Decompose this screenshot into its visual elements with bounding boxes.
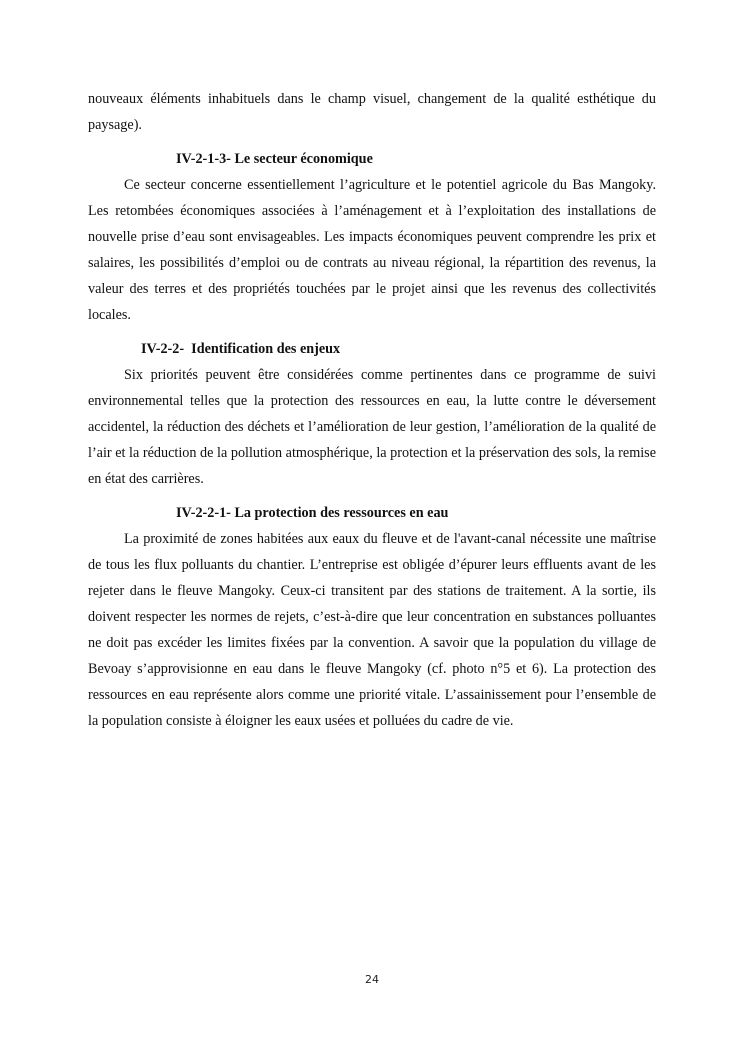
section-body-identification-enjeux: Six priorités peuvent être considérées comme pertinentes dans ce programme de suivi environnemental telles que la protection des ressources en eau, la lutte contre le déversement accidentel, la réduction des déchets et l’amélioration de leur gestion, l’amélioration de la qualité de l’air et la réduction de la pollution atmosphérique, la protection et la préservation des sols, la remise en état des carrières. — [88, 367, 656, 487]
section-body-protection-ressources-eau: La proximité de zones habitées aux eaux du fleuve et de l'avant-canal nécessite une maîtrise de tous les flux polluants du chantier. L’entreprise est obligée d’épurer leurs effluents avant de les rejeter dans le fleuve Mangoky. Ceux-ci transitent par des stations de traitement. A la sortie, ils doivent respecter les normes de rejets, c’est-à-dire que leur concentration en substances polluantes ne doit pas excéder les limites fixées par la convention. A savoir que la population du village de Bevoay s’approvisionne en eau dans le fleuve Mangoky (cf. photo n°5 et 6). La protection des ressources en eau représente alors comme une priorité vitale. L’assainissement pour l’ensemble de la population consiste à éloigner les eaux usées et polluées du cadre de vie. — [88, 531, 656, 729]
spacer — [88, 138, 656, 146]
spacer — [88, 328, 656, 336]
page-number: 24 — [365, 973, 379, 986]
section-heading-secteur-economique: IV-2-1-3- Le secteur économique — [176, 151, 373, 167]
document-page — [88, 86, 656, 734]
spacer — [88, 492, 656, 500]
section-heading-identification-enjeux: IV-2-2- Identification des enjeux — [141, 341, 341, 357]
intro-paragraph: nouveaux éléments inhabituels dans le champ visuel, changement de la qualité esthétique du paysage). — [88, 91, 656, 133]
section-body-secteur-economique: Ce secteur concerne essentiellement l’agriculture et le potentiel agricole du Bas Mangoky. Les retombées économiques associées à l’aménagement et à l’exploitation des installations de nouvelle prise d’eau sont envisageables. Les impacts économiques peuvent comprendre les prix et salaires, les possibilités d’emploi ou de contrats au niveau régional, la répartition des revenus, la valeur des terres et des propriétés touchées par le projet ainsi que les revenus des collectivités locales. — [88, 177, 656, 323]
section-heading-protection-ressources-eau: IV-2-2-1- La protection des ressources en eau — [176, 505, 449, 521]
